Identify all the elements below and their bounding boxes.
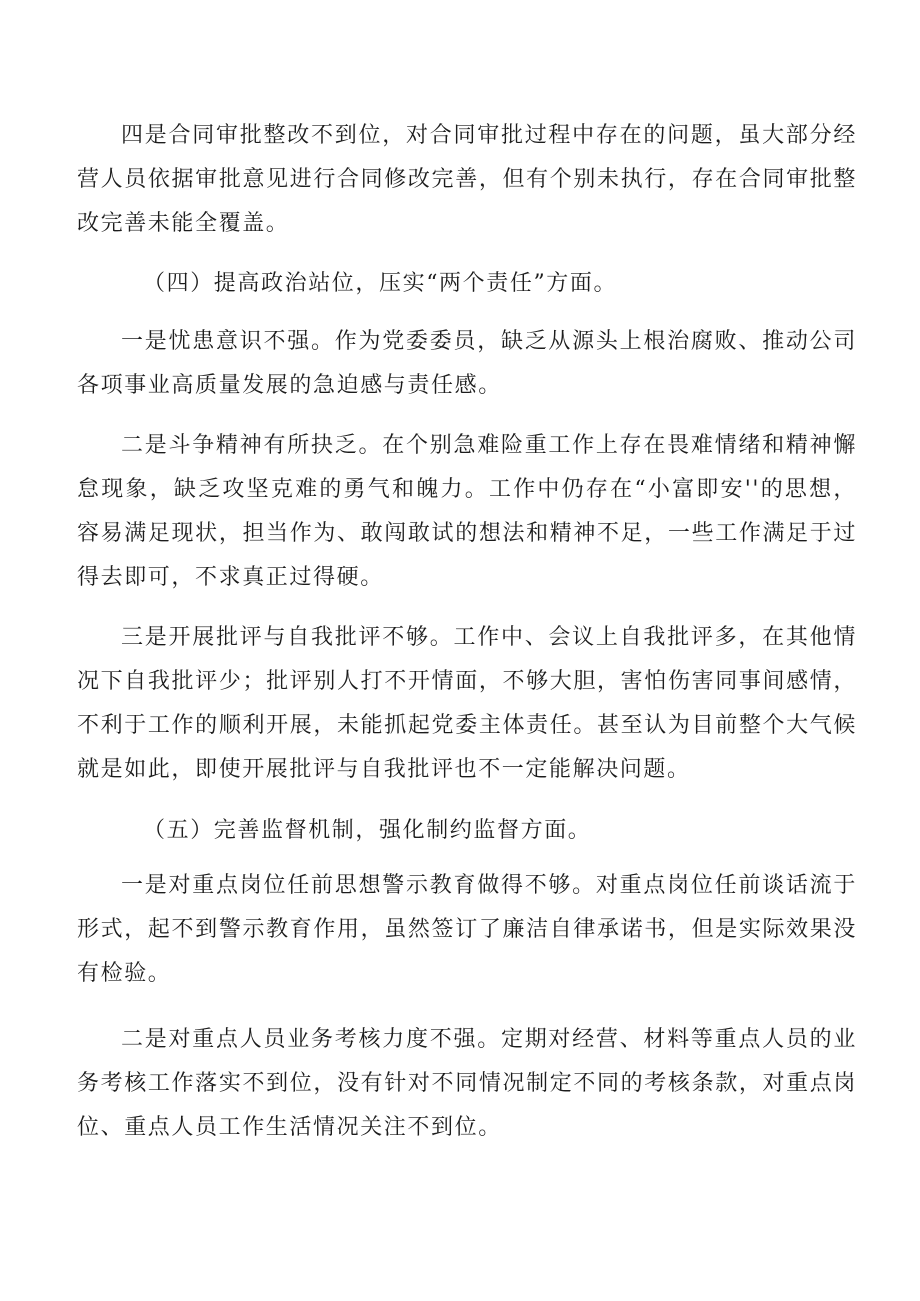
- paragraph-fighting-spirit: 二是斗争精神有所抉乏。在个别急难险重工作上存在畏难情绪和精神懈怠现象，缺乏攻坚克难的勇气和魄力。工作中仍存在“小富即安''的思想，容易满足现状，担当作为、敢闯敢试的想法和精神不足，一些工作满足于过得去即可，不求真正过得硬。: [77, 433, 857, 590]
- paragraph-key-post-education: 一是对重点岗位任前思想警示教育做得不够。对重点岗位任前谈话流于形式，起不到警示教育作用，虽然签订了廉洁自律承诺书，但是实际效果没有检验。: [77, 873, 857, 986]
- paragraph-worry-awareness: 一是忧患意识不强。作为党委委员，缺乏从源头上根治腐败、推动公司各项事业高质量发展的急迫感与责任感。: [77, 329, 857, 398]
- section-heading-4: （四）提高政治站位，压实“两个责任”方面。: [143, 271, 618, 296]
- section-heading-5: （五）完善监督机制，强化制约监督方面。: [143, 818, 592, 843]
- paragraph-contract-approval: 四是合同审批整改不到位，对合同审批过程中存在的问题，虽大部分经营人员依据审批意见进行合同修改完善，但有个别未执行，存在合同审批整改完善未能全覆盖。: [77, 123, 857, 236]
- paragraph-criticism: 三是开展批评与自我批评不够。工作中、会议上自我批评多，在其他情况下自我批评少；批评别人打不开情面，不够大胆，害怕伤害同事间感情，不利于工作的顺利开展，未能抓起党委主体责任。甚至认为目前整个大气候就是如此，即使开展批评与自我批评也不一定能解决问题。: [77, 625, 857, 782]
- paragraph-key-personnel-assessment: 二是对重点人员业务考核力度不强。定期对经营、材料等重点人员的业务考核工作落实不到位，没有针对不同情况制定不同的考核条款，对重点岗位、重点人员工作生活情况关注不到位。: [77, 1027, 857, 1140]
